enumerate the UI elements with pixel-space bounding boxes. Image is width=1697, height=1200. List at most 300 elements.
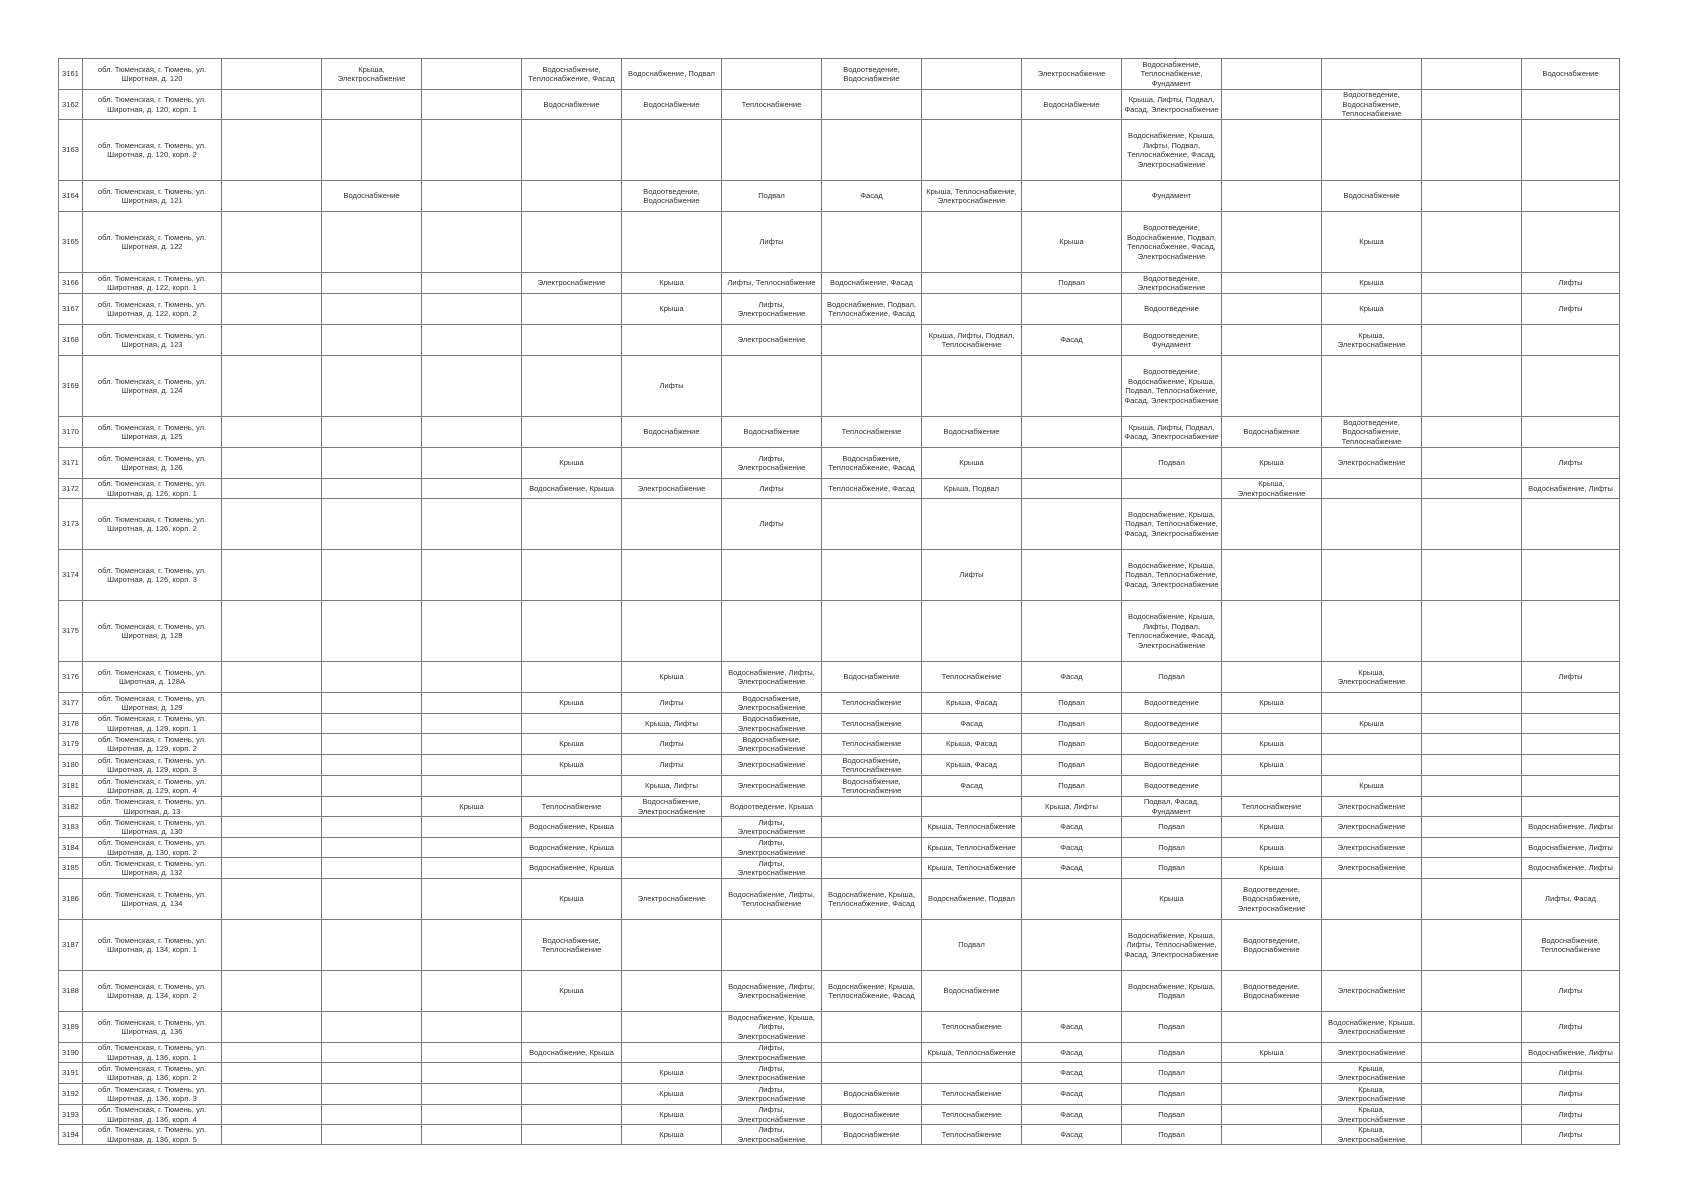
works-cell	[1022, 879, 1122, 920]
works-cell	[522, 120, 622, 181]
works-cell: Электроснабжение	[1322, 838, 1422, 858]
works-cell	[622, 1043, 722, 1063]
works-cell	[822, 550, 922, 601]
works-cell	[1522, 499, 1620, 550]
works-cell: Крыша, Теплоснабжение	[922, 1043, 1022, 1063]
works-cell	[822, 1043, 922, 1063]
address-cell: обл. Тюменская, г. Тюмень, ул. Широтная, д. 124	[83, 356, 222, 417]
works-cell	[622, 499, 722, 550]
address-cell: обл. Тюменская, г. Тюмень, ул. Широтная, д. 120, корп. 2	[83, 120, 222, 181]
works-cell	[622, 212, 722, 273]
works-cell	[422, 212, 522, 273]
works-cell	[422, 59, 522, 90]
works-cell	[422, 499, 522, 550]
works-cell	[222, 693, 322, 714]
works-cell: Водоснабжение	[622, 90, 722, 120]
works-cell: Фасад	[1022, 1125, 1122, 1145]
works-cell: Крыша, Лифты	[1022, 797, 1122, 817]
works-cell	[1422, 693, 1522, 714]
works-cell: Фасад	[1022, 838, 1122, 858]
works-cell	[322, 971, 422, 1012]
works-cell	[722, 356, 822, 417]
works-cell: Крыша, Теплоснабжение	[922, 838, 1022, 858]
works-cell: Крыша	[1322, 714, 1422, 734]
works-cell	[1222, 273, 1322, 294]
row-number: 3178	[59, 714, 83, 734]
works-cell	[222, 920, 322, 971]
works-cell	[522, 499, 622, 550]
works-cell: Крыша	[1222, 1043, 1322, 1063]
works-cell	[422, 601, 522, 662]
row-number: 3171	[59, 448, 83, 479]
works-cell	[222, 838, 322, 858]
works-cell: Водоснабжение	[1522, 59, 1620, 90]
works-cell: Водоотведение, Электроснабжение	[1122, 273, 1222, 294]
row-number: 3187	[59, 920, 83, 971]
works-cell	[1222, 120, 1322, 181]
works-cell: Водоотведение	[1122, 693, 1222, 714]
works-cell	[1422, 90, 1522, 120]
table-row	[59, 181, 1620, 212]
works-cell: Крыша, Теплоснабжение, Электроснабжение	[922, 181, 1022, 212]
works-cell	[322, 734, 422, 755]
works-cell	[1522, 601, 1620, 662]
works-cell	[322, 817, 422, 838]
works-cell	[1422, 858, 1522, 879]
works-cell	[522, 550, 622, 601]
works-cell	[1322, 550, 1422, 601]
table-row	[59, 59, 1620, 90]
works-cell	[922, 212, 1022, 273]
works-cell: Водоснабжение, Лифты, Теплоснабжение	[722, 879, 822, 920]
works-cell: Крыша, Фасад	[922, 734, 1022, 755]
works-cell	[422, 879, 522, 920]
works-cell	[422, 1043, 522, 1063]
works-cell	[1222, 499, 1322, 550]
works-cell	[222, 1105, 322, 1125]
works-cell	[422, 838, 522, 858]
works-cell: Теплоснабжение	[822, 734, 922, 755]
address-cell: обл. Тюменская, г. Тюмень, ул. Широтная, д. 129, корп. 1	[83, 714, 222, 734]
works-cell	[1022, 920, 1122, 971]
works-cell: Подвал	[1122, 1125, 1222, 1145]
works-cell	[1522, 90, 1620, 120]
works-cell	[422, 858, 522, 879]
works-cell: Крыша, Теплоснабжение	[922, 858, 1022, 879]
works-cell	[322, 693, 422, 714]
works-cell: Фасад	[1022, 325, 1122, 356]
works-cell: Подвал	[1022, 755, 1122, 776]
works-cell: Крыша	[622, 1105, 722, 1125]
works-cell	[1422, 325, 1522, 356]
works-cell: Фасад	[1022, 858, 1122, 879]
works-cell	[1022, 971, 1122, 1012]
works-cell: Водоснабжение	[822, 1125, 922, 1145]
works-cell	[222, 776, 322, 797]
table-row	[59, 817, 1620, 838]
address-cell: обл. Тюменская, г. Тюмень, ул. Широтная, д. 128А	[83, 662, 222, 693]
table-row	[59, 294, 1620, 325]
works-cell	[222, 550, 322, 601]
works-cell: Лифты	[1522, 1125, 1620, 1145]
works-cell: Водоснабжение, Лифты	[1522, 1043, 1620, 1063]
works-cell	[1322, 479, 1422, 499]
works-cell	[822, 817, 922, 838]
works-cell: Крыша	[1022, 212, 1122, 273]
works-cell	[622, 858, 722, 879]
works-cell	[1322, 734, 1422, 755]
works-cell: Подвал	[1022, 776, 1122, 797]
works-cell: Электроснабжение	[1322, 858, 1422, 879]
works-cell	[422, 479, 522, 499]
works-cell	[1322, 920, 1422, 971]
row-number: 3161	[59, 59, 83, 90]
works-cell	[1022, 181, 1122, 212]
works-cell: Подвал	[1022, 734, 1122, 755]
address-cell: обл. Тюменская, г. Тюмень, ул. Широтная, д. 129	[83, 693, 222, 714]
works-cell: Подвал	[922, 920, 1022, 971]
works-cell	[922, 1063, 1022, 1084]
works-cell	[1522, 212, 1620, 273]
works-cell: Лифты, Электроснабжение	[722, 838, 822, 858]
works-cell: Крыша	[1322, 776, 1422, 797]
works-cell: Водоснабжение, Крыша, Подвал	[1122, 971, 1222, 1012]
works-cell	[322, 325, 422, 356]
works-cell	[422, 273, 522, 294]
works-cell	[822, 499, 922, 550]
works-cell	[322, 120, 422, 181]
address-cell: обл. Тюменская, г. Тюмень, ул. Широтная, д. 122, корп. 2	[83, 294, 222, 325]
works-cell: Водоснабжение, Лифты, Электроснабжение	[722, 662, 822, 693]
works-cell: Крыша	[1322, 212, 1422, 273]
works-cell	[1422, 797, 1522, 817]
works-cell: Крыша	[522, 693, 622, 714]
works-cell	[922, 120, 1022, 181]
works-cell: Крыша, Фасад	[922, 755, 1022, 776]
works-cell	[322, 499, 422, 550]
works-cell: Лифты	[1522, 662, 1620, 693]
works-cell	[422, 120, 522, 181]
works-cell: Водоснабжение	[322, 181, 422, 212]
address-cell: обл. Тюменская, г. Тюмень, ул. Широтная, д. 130, корп. 2	[83, 838, 222, 858]
works-cell	[1022, 448, 1122, 479]
works-cell: Лифты, Теплоснабжение	[722, 273, 822, 294]
works-cell: Водоснабжение, Теплоснабжение, Фундамент	[1122, 59, 1222, 90]
works-cell	[422, 181, 522, 212]
works-cell: Крыша, Лифты	[622, 714, 722, 734]
works-cell: Лифты, Электроснабжение	[722, 1043, 822, 1063]
works-cell	[1022, 356, 1122, 417]
table-row	[59, 693, 1620, 714]
works-cell: Водоснабжение, Подвал	[622, 59, 722, 90]
works-cell	[622, 971, 722, 1012]
works-cell	[422, 417, 522, 448]
works-cell: Лифты	[722, 499, 822, 550]
works-cell	[222, 734, 322, 755]
works-cell: Водоснабжение	[1322, 181, 1422, 212]
row-number: 3191	[59, 1063, 83, 1084]
works-cell: Крыша, Лифты, Подвал, Теплоснабжение	[922, 325, 1022, 356]
table-row	[59, 1105, 1620, 1125]
table-row	[59, 971, 1620, 1012]
works-cell	[222, 1043, 322, 1063]
works-cell	[1522, 417, 1620, 448]
table-row	[59, 90, 1620, 120]
works-cell: Водоотведение, Водоснабжение, Теплоснабжение	[1322, 90, 1422, 120]
works-cell: Водоснабжение, Крыша, Лифты, Теплоснабжение, Фасад, Электроснабжение	[1122, 920, 1222, 971]
works-cell: Подвал	[1122, 858, 1222, 879]
works-cell	[1522, 356, 1620, 417]
works-cell: Крыша, Электроснабжение	[1322, 1084, 1422, 1105]
works-cell: Водоотведение, Водоснабжение	[1222, 920, 1322, 971]
works-cell	[1422, 817, 1522, 838]
works-cell: Электроснабжение	[1322, 448, 1422, 479]
works-cell: Крыша	[1222, 734, 1322, 755]
works-cell	[1522, 181, 1620, 212]
works-cell	[1422, 479, 1522, 499]
works-cell: Лифты, Электроснабжение	[722, 1105, 822, 1125]
table-row	[59, 356, 1620, 417]
works-cell: Крыша, Лифты, Подвал, Фасад, Электроснабжение	[1122, 90, 1222, 120]
works-cell	[1222, 1063, 1322, 1084]
works-cell	[1322, 59, 1422, 90]
works-cell: Водоснабжение, Теплоснабжение	[822, 776, 922, 797]
works-cell: Крыша	[1222, 755, 1322, 776]
works-cell: Подвал	[1122, 1105, 1222, 1125]
works-cell	[222, 181, 322, 212]
address-cell: обл. Тюменская, г. Тюмень, ул. Широтная, д. 120, корп. 1	[83, 90, 222, 120]
works-cell	[1222, 1084, 1322, 1105]
works-cell	[422, 90, 522, 120]
works-cell	[322, 1012, 422, 1043]
row-number: 3170	[59, 417, 83, 448]
works-cell: Подвал	[1122, 1012, 1222, 1043]
works-cell	[422, 1105, 522, 1125]
table-row	[59, 1084, 1620, 1105]
works-cell: Крыша	[1222, 838, 1322, 858]
works-cell	[422, 920, 522, 971]
works-cell: Электроснабжение	[722, 755, 822, 776]
works-cell	[1222, 294, 1322, 325]
works-cell: Крыша	[622, 1063, 722, 1084]
works-cell: Лифты	[1522, 448, 1620, 479]
works-cell: Водоснабжение, Крыша, Подвал, Теплоснабжение, Фасад, Электроснабжение	[1122, 550, 1222, 601]
works-cell	[1522, 325, 1620, 356]
table-row	[59, 325, 1620, 356]
works-cell	[1422, 601, 1522, 662]
table-row	[59, 920, 1620, 971]
works-cell	[1222, 1125, 1322, 1145]
works-cell	[1522, 776, 1620, 797]
works-cell: Подвал	[1022, 714, 1122, 734]
works-cell: Крыша	[622, 1084, 722, 1105]
works-cell	[922, 294, 1022, 325]
works-cell	[1222, 325, 1322, 356]
address-cell: обл. Тюменская, г. Тюмень, ул. Широтная, д. 126, корп. 2	[83, 499, 222, 550]
works-cell	[222, 294, 322, 325]
works-cell: Теплоснабжение	[822, 693, 922, 714]
works-cell: Водоснабжение, Теплоснабжение, Фасад	[822, 448, 922, 479]
row-number: 3169	[59, 356, 83, 417]
works-cell	[322, 858, 422, 879]
works-cell	[522, 1012, 622, 1043]
works-cell: Фасад	[1022, 1063, 1122, 1084]
row-number: 3162	[59, 90, 83, 120]
works-cell: Крыша, Теплоснабжение	[922, 817, 1022, 838]
works-cell	[522, 212, 622, 273]
works-cell	[322, 879, 422, 920]
works-cell: Лифты, Электроснабжение	[722, 1084, 822, 1105]
works-cell: Электроснабжение	[1322, 797, 1422, 817]
works-cell: Лифты, Электроснабжение	[722, 294, 822, 325]
works-cell: Лифты	[722, 212, 822, 273]
works-cell	[1222, 1012, 1322, 1043]
works-cell	[422, 734, 522, 755]
works-cell: Теплоснабжение	[822, 714, 922, 734]
works-cell: Электроснабжение	[1022, 59, 1122, 90]
works-cell	[222, 714, 322, 734]
works-cell: Крыша, Электроснабжение	[322, 59, 422, 90]
works-cell	[1422, 212, 1522, 273]
works-cell	[822, 212, 922, 273]
works-cell	[622, 550, 722, 601]
works-cell: Лифты	[1522, 1012, 1620, 1043]
works-cell	[322, 212, 422, 273]
address-cell: обл. Тюменская, г. Тюмень, ул. Широтная, д. 136, корп. 4	[83, 1105, 222, 1125]
works-cell: Водоснабжение, Крыша	[522, 1043, 622, 1063]
table-row	[59, 755, 1620, 776]
works-cell	[222, 273, 322, 294]
works-cell	[1022, 120, 1122, 181]
works-cell	[1322, 499, 1422, 550]
works-cell	[322, 1125, 422, 1145]
address-cell: обл. Тюменская, г. Тюмень, ул. Широтная, д. 125	[83, 417, 222, 448]
works-cell: Водоотведение	[1122, 734, 1222, 755]
works-cell: Водоснабжение, Крыша, Подвал, Теплоснабжение, Фасад, Электроснабжение	[1122, 499, 1222, 550]
works-cell	[522, 1084, 622, 1105]
works-cell	[1422, 417, 1522, 448]
works-cell: Крыша	[1222, 448, 1322, 479]
works-cell	[1222, 59, 1322, 90]
table-row	[59, 550, 1620, 601]
works-cell	[1422, 1063, 1522, 1084]
address-cell: обл. Тюменская, г. Тюмень, ул. Широтная, д. 120	[83, 59, 222, 90]
works-cell	[822, 920, 922, 971]
row-number: 3189	[59, 1012, 83, 1043]
works-cell	[722, 59, 822, 90]
works-cell: Водоснабжение	[522, 90, 622, 120]
works-cell: Лифты	[1522, 1063, 1620, 1084]
works-cell	[822, 90, 922, 120]
works-cell: Теплоснабжение	[722, 90, 822, 120]
works-cell	[922, 797, 1022, 817]
address-cell: обл. Тюменская, г. Тюмень, ул. Широтная, д. 126	[83, 448, 222, 479]
works-cell: Электроснабжение	[1322, 971, 1422, 1012]
row-number: 3175	[59, 601, 83, 662]
works-cell: Водоотведение, Водоснабжение, Теплоснабжение	[1322, 417, 1422, 448]
works-cell	[1422, 499, 1522, 550]
works-cell: Крыша, Электроснабжение	[1322, 662, 1422, 693]
works-cell	[1522, 550, 1620, 601]
works-cell	[1122, 479, 1222, 499]
row-number: 3167	[59, 294, 83, 325]
works-cell	[422, 817, 522, 838]
works-cell: Крыша	[1222, 693, 1322, 714]
works-cell	[1222, 1105, 1322, 1125]
works-cell	[1022, 294, 1122, 325]
works-cell	[322, 90, 422, 120]
row-number: 3186	[59, 879, 83, 920]
works-cell	[1322, 879, 1422, 920]
address-cell: обл. Тюменская, г. Тюмень, ул. Широтная, д. 134	[83, 879, 222, 920]
works-cell	[522, 662, 622, 693]
row-number: 3168	[59, 325, 83, 356]
address-cell: обл. Тюменская, г. Тюмень, ул. Широтная, д. 121	[83, 181, 222, 212]
works-cell: Водоотведение	[1122, 755, 1222, 776]
works-cell	[822, 838, 922, 858]
works-cell	[222, 417, 322, 448]
works-cell: Фасад	[1022, 1084, 1122, 1105]
works-cell	[422, 325, 522, 356]
works-cell: Крыша	[1222, 817, 1322, 838]
address-cell: обл. Тюменская, г. Тюмень, ул. Широтная, д. 136, корп. 2	[83, 1063, 222, 1084]
works-cell	[1422, 273, 1522, 294]
works-cell	[922, 601, 1022, 662]
works-cell	[522, 1063, 622, 1084]
works-cell: Лифты, Фасад	[1522, 879, 1620, 920]
works-cell	[322, 1043, 422, 1063]
row-number: 3180	[59, 755, 83, 776]
works-cell	[1422, 879, 1522, 920]
works-cell	[1422, 1125, 1522, 1145]
works-cell	[822, 1063, 922, 1084]
works-cell	[622, 601, 722, 662]
works-cell: Водоотведение	[1122, 714, 1222, 734]
table-row	[59, 1063, 1620, 1084]
works-cell: Водоснабжение	[1222, 417, 1322, 448]
works-cell: Теплоснабжение, Фасад	[822, 479, 922, 499]
works-cell: Водоснабжение, Электроснабжение	[622, 797, 722, 817]
address-cell: обл. Тюменская, г. Тюмень, ул. Широтная, д. 126, корп. 1	[83, 479, 222, 499]
works-cell	[422, 693, 522, 714]
works-cell	[922, 356, 1022, 417]
works-cell: Водоснабжение, Теплоснабжение	[822, 755, 922, 776]
works-cell	[222, 755, 322, 776]
works-cell: Водоснабжение, Электроснабжение	[722, 693, 822, 714]
works-cell	[922, 273, 1022, 294]
works-cell: Лифты	[722, 479, 822, 499]
works-cell	[1422, 294, 1522, 325]
row-number: 3184	[59, 838, 83, 858]
works-cell	[1222, 212, 1322, 273]
works-cell	[422, 714, 522, 734]
works-cell: Водоснабжение, Лифты, Электроснабжение	[722, 971, 822, 1012]
works-cell: Водоснабжение, Крыша, Лифты, Подвал, Теплоснабжение, Фасад, Электроснабжение	[1122, 601, 1222, 662]
works-cell	[722, 920, 822, 971]
row-number: 3193	[59, 1105, 83, 1125]
address-cell: обл. Тюменская, г. Тюмень, ул. Широтная, д. 130	[83, 817, 222, 838]
works-cell: Крыша	[1322, 294, 1422, 325]
works-cell: Лифты, Электроснабжение	[722, 1125, 822, 1145]
works-cell	[222, 971, 322, 1012]
works-cell: Лифты	[622, 755, 722, 776]
works-cell	[322, 714, 422, 734]
works-cell	[322, 776, 422, 797]
works-cell	[622, 920, 722, 971]
works-cell: Лифты	[1522, 273, 1620, 294]
address-cell: обл. Тюменская, г. Тюмень, ул. Широтная, д. 132	[83, 858, 222, 879]
works-cell: Крыша	[1222, 858, 1322, 879]
